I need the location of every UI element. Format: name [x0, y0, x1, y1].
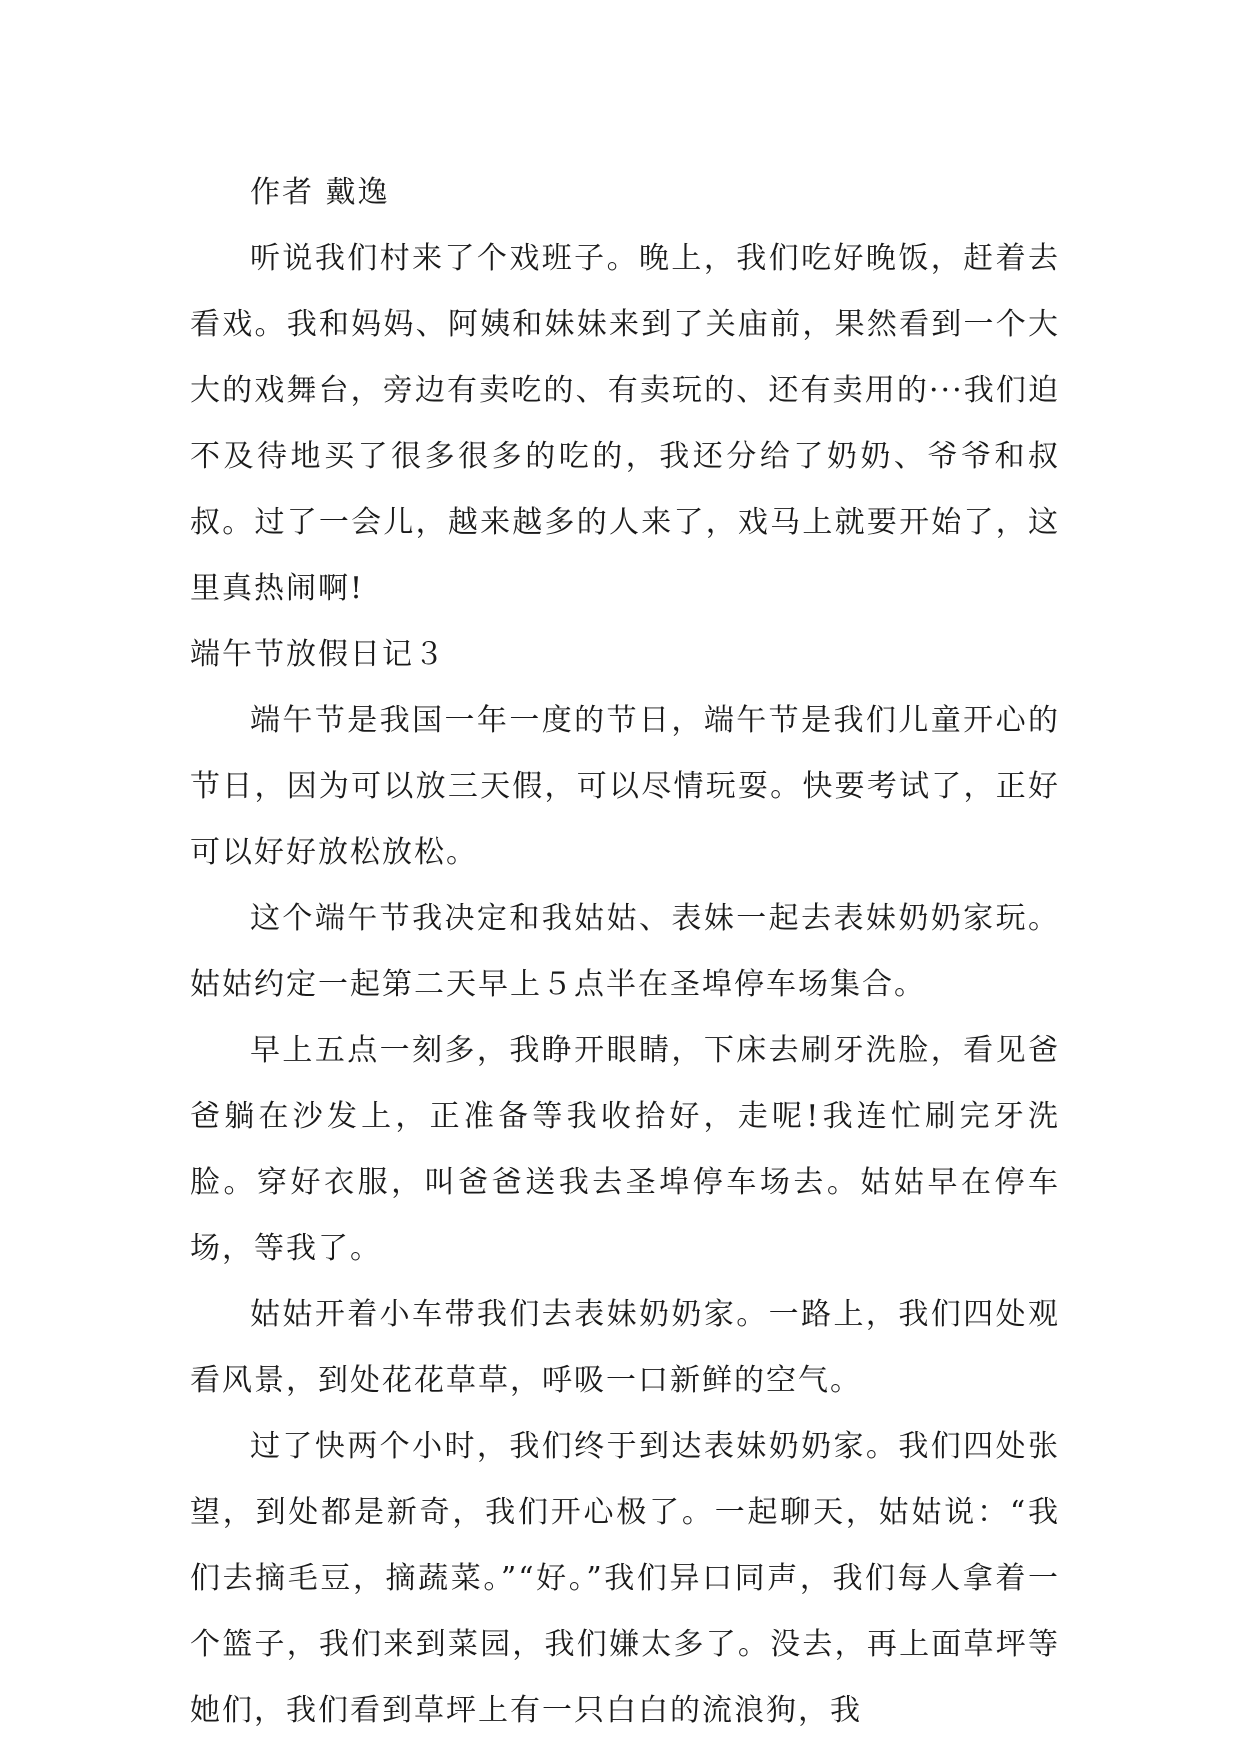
author-line: 作者 戴逸 [250, 175, 390, 210]
paragraph-plan: 这个端午节我决定和我姑姑、表妹一起去表妹奶奶家玩。姑姑约定一起第二天早上５点半在圣埠停车场集合。 [190, 901, 1060, 1002]
section-title: 端午节放假日记３ [190, 637, 446, 672]
paragraph-intro: 端午节是我国一年一度的节日，端午节是我们儿童开心的节日，因为可以放三天假，可以尽情玩耍。快要考试了，正好可以好好放松放松。 [190, 703, 1060, 870]
document-page [190, 160, 1060, 1744]
paragraph-morning: 早上五点一刻多，我睁开眼睛，下床去刷牙洗脸，看见爸爸躺在沙发上，正准备等我收拾好，走呢!我连忙刷完牙洗脸。穿好衣服，叫爸爸送我去圣埠停车场去。姑姑早在停车场，等我了。 [190, 1033, 1060, 1266]
paragraph-arrival: 过了快两个小时，我们终于到达表妹奶奶家。我们四处张望，到处都是新奇，我们开心极了。一起聊天，姑姑说：“我们去摘毛豆，摘蔬菜。”“好。”我们异口同声，我们每人拿着一个篮子，我们来到菜园，我们嫌太多了。没去，再上面草坪等她们，我们看到草坪上有一只白白的流浪狗，我 [190, 1429, 1060, 1728]
paragraph-theater: 听说我们村来了个戏班子。晚上，我们吃好晚饭，赶着去看戏。我和妈妈、阿姨和妹妹来到了关庙前，果然看到一个大大的戏舞台，旁边有卖吃的、有卖玩的、还有卖用的···我们迫不及待地买了很多很多的吃的，我还分给了奶奶、爷爷和叔叔。过了一会儿，越来越多的人来了，戏马上就要开始了，这里真热闹啊! [190, 241, 1060, 606]
paragraph-drive: 姑姑开着小车带我们去表妹奶奶家。一路上，我们四处观看风景，到处花花草草，呼吸一口新鲜的空气。 [190, 1297, 1060, 1398]
